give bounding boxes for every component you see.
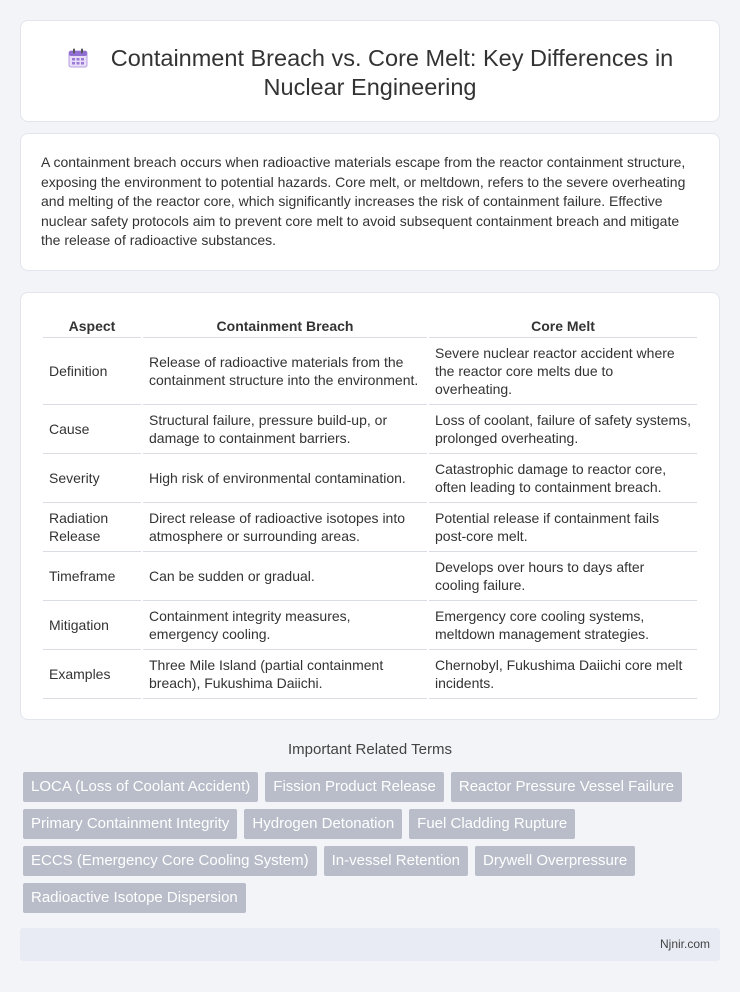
intro-paragraph: A containment breach occurs when radioactive materials escape from the reactor containment structure, exposing the environment to potential hazards. Core melt, or meltdown, refers to the severe overheating and melting of the reactor core, which significantly increases the risk of containment failure. Effective nuclear safety protocols aim to prevent core melt to avoid subsequent containment breach and mitigate the release of radioactive substances. [41, 154, 686, 249]
title-card [20, 20, 720, 122]
aspect-cell: Timeframe [43, 552, 141, 601]
table-row [43, 650, 697, 699]
aspect-cell: Cause [43, 405, 141, 454]
calendar-icon [67, 47, 89, 69]
footer [20, 928, 720, 961]
containment-breach-cell: Containment integrity measures, emergency cooling. [143, 601, 427, 650]
aspect-cell: Severity [43, 454, 141, 503]
aspect-cell: Definition [43, 338, 141, 405]
comparison-table-card [20, 292, 720, 720]
core-melt-cell: Emergency core cooling systems, meltdown management strategies. [429, 601, 697, 650]
core-melt-cell: Develops over hours to days after cooling failure. [429, 552, 697, 601]
related-term-tag[interactable]: Radioactive Isotope Dispersion [23, 883, 246, 913]
table-row [43, 454, 697, 503]
tag-row [23, 846, 723, 876]
core-melt-cell: Potential release if containment fails post-core melt. [429, 503, 697, 552]
related-terms-list [23, 772, 723, 920]
intro-card [20, 133, 720, 271]
related-term-tag[interactable]: Hydrogen Detonation [244, 809, 402, 839]
containment-breach-cell: Direct release of radioactive isotopes into atmosphere or surrounding areas. [143, 503, 427, 552]
aspect-cell: Mitigation [43, 601, 141, 650]
table-row [43, 338, 697, 405]
page-title [61, 44, 679, 102]
core-melt-cell: Chernobyl, Fukushima Daiichi core melt incidents. [429, 650, 697, 699]
containment-breach-cell: Three Mile Island (partial containment breach), Fukushima Daiichi. [143, 650, 427, 699]
column-header-aspect: Aspect [43, 315, 141, 338]
containment-breach-cell: High risk of environmental contamination. [143, 454, 427, 503]
core-melt-cell: Catastrophic damage to reactor core, often leading to containment breach. [429, 454, 697, 503]
column-header-containment-breach: Containment Breach [143, 315, 427, 338]
containment-breach-cell: Can be sudden or gradual. [143, 552, 427, 601]
table-row [43, 552, 697, 601]
aspect-cell: Radiation Release [43, 503, 141, 552]
core-melt-cell: Severe nuclear reactor accident where the reactor core melts due to overheating. [429, 338, 697, 405]
related-term-tag[interactable]: Primary Containment Integrity [23, 809, 237, 839]
related-term-tag[interactable]: Drywell Overpressure [475, 846, 635, 876]
tag-row [23, 883, 723, 913]
table-row [43, 405, 697, 454]
related-term-tag[interactable]: Reactor Pressure Vessel Failure [451, 772, 682, 802]
containment-breach-cell: Structural failure, pressure build-up, or damage to containment barriers. [143, 405, 427, 454]
table-row [43, 601, 697, 650]
page-title-text: Containment Breach vs. Core Melt: Key Differences in Nuclear Engineering [110, 45, 674, 100]
tag-row [23, 809, 723, 839]
related-terms-heading: Important Related Terms [288, 741, 452, 758]
related-term-tag[interactable]: Fuel Cladding Rupture [409, 809, 575, 839]
related-term-tag[interactable]: Fission Product Release [265, 772, 444, 802]
column-header-core-melt: Core Melt [429, 315, 697, 338]
footer-site-label[interactable]: Njnir.com [659, 937, 710, 951]
related-term-tag[interactable]: ECCS (Emergency Core Cooling System) [23, 846, 317, 876]
related-term-tag[interactable]: LOCA (Loss of Coolant Accident) [23, 772, 258, 802]
aspect-cell: Examples [43, 650, 141, 699]
table-row [43, 503, 697, 552]
core-melt-cell: Loss of coolant, failure of safety systems, prolonged overheating. [429, 405, 697, 454]
tag-row [23, 772, 723, 802]
comparison-table [41, 315, 699, 699]
table-header-row [43, 315, 697, 338]
containment-breach-cell: Release of radioactive materials from the containment structure into the environment. [143, 338, 427, 405]
related-term-tag[interactable]: In-vessel Retention [324, 846, 468, 876]
